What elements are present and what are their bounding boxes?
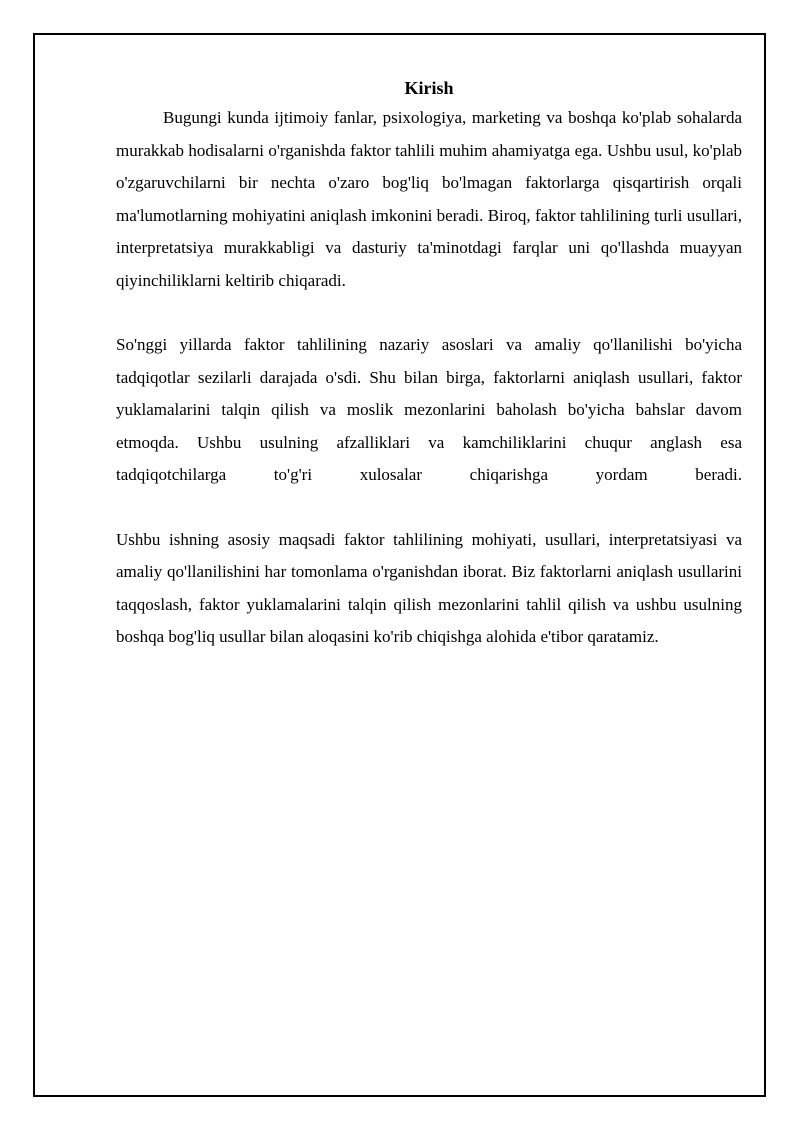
document-title: Kirish — [404, 78, 454, 98]
paragraph-research: So'nggi yillarda faktor tahlilining nazariy asoslari va amaliy qo'llanilishi bo'yicha tadqiqotlar sezilarli darajada o'sdi. Shu bilan birga, faktorlarni aniqlash usullari, faktor yuklamalarini talqin qilish va moslik mezonlarini baholash bo'yicha bahslar davom etmoqda. Ushbu usulning afzalliklari va kamchiliklarini chuqur anglash esa tadqiqotchilarga to'g'ri xulosalar chiqarishga yordam beradi. — [116, 335, 742, 484]
document-body — [116, 76, 742, 654]
paragraph-gap — [116, 492, 742, 524]
paragraph-aim: Ushbu ishning asosiy maqsadi faktor tahlilining mohiyati, usullari, interpretatsiyasi va amaliy qo'llanilishini har tomonlama o'rganishdan iborat. Biz faktorlarni aniqlash usullarini taqqoslash, faktor yuklamalarini talqin qilish mezonlarini tahlil qilish va ushbu usulning boshqa bog'liq usullar bilan aloqasini ko'rib chiqishga alohida e'tibor qaratamiz. — [116, 529, 742, 646]
paragraph-gap — [116, 297, 742, 329]
paragraph-intro: Bugungi kunda ijtimoiy fanlar, psixologiya, marketing va boshqa ko'plab sohalarda murakkab hodisalarni o'rganishda faktor tahlili muhim ahamiyatga ega. Ushbu usul, ko'plab o'zgaruvchilarni bir nechta o'zaro bog'liq bo'lmagan faktorlarga qisqartirish orqali ma'lumotlarning mohiyatini aniqlash imkonini beradi. Biroq, faktor tahlilining turli usullari, interpretatsiya murakkabligi va dasturiy ta'minotdagi farqlar uni qo'llashda muayyan qiyinchiliklarni keltirib chiqaradi. — [116, 108, 742, 290]
